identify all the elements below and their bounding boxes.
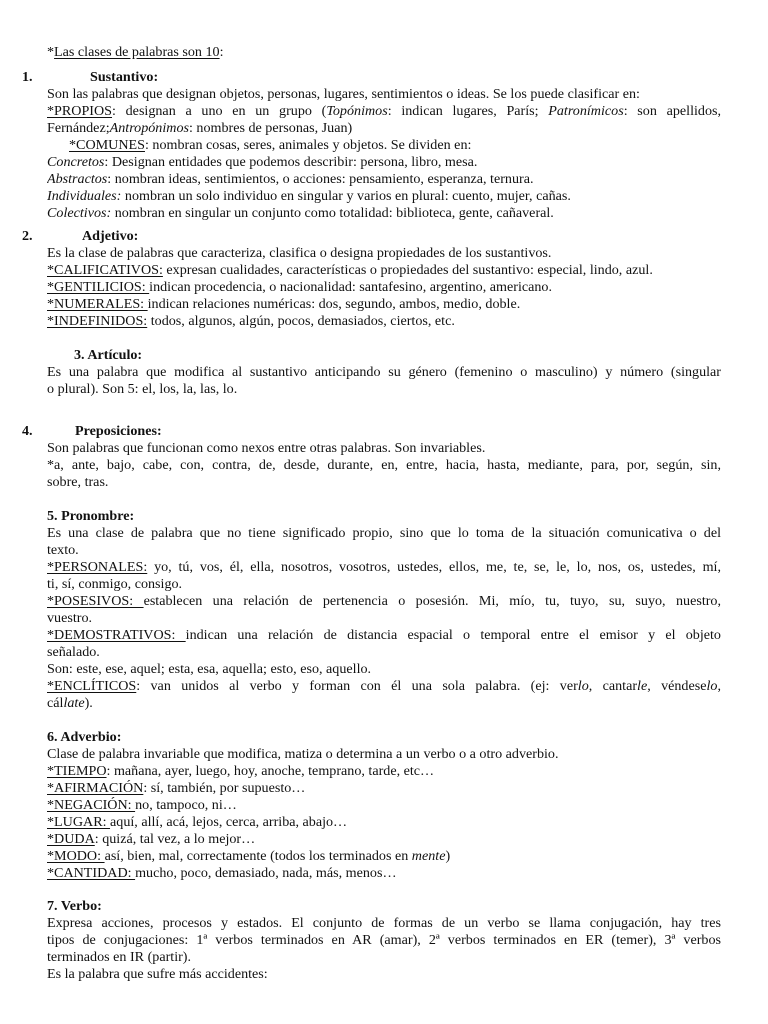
afirmacion-label: *AFIRMACIÓN [47, 780, 144, 796]
verbo-line-3: terminados en IR (partir). [47, 949, 192, 965]
gentilicios-text: indican procedencia, o nacionalidad: santafesino, argentino, americano. [149, 279, 552, 295]
preposiciones-description: Son palabras que funcionan como nexos entre otras palabras. Son invariables. [47, 440, 486, 456]
pronombre-description-line-2: texto. [47, 542, 79, 558]
enclitic-lo: lo [577, 678, 589, 694]
lugar-label: *LUGAR: [47, 814, 111, 830]
modo-label: *MODO: [47, 848, 105, 864]
sustantivo-concretos-line [47, 154, 721, 171]
propios-text-5: : nombres de personas, Juan) [188, 120, 353, 136]
sustantivo-abstractos-line [47, 171, 721, 188]
encliticos-text-6: ). [84, 695, 93, 711]
demostrativos-text: indican una relación de distancia espacial o temporal entre el emisor y el objeto [185, 627, 721, 643]
encliticos-text-5: cál [47, 695, 64, 711]
section-1-heading: Sustantivo: [90, 69, 159, 85]
adverbio-negacion-line [47, 797, 721, 814]
sustantivo-colectivos-line [47, 205, 721, 222]
section-5-heading: 5. Pronombre: [47, 508, 135, 524]
calificativos-text: expresan cualidades, características o propiedades del sustantivo: especial, lindo, azul. [162, 262, 653, 278]
propios-text-1: : designan a uno en un grupo ( [112, 103, 327, 119]
preposiciones-list-line-1: *a, ante, bajo, cabe, con, contra, de, desde, durante, en, entre, hacia, hasta, mediante, para, por, según, sin, [47, 457, 721, 473]
propios-label: *PROPIOS [47, 103, 113, 119]
intro-suffix: : [219, 44, 224, 60]
sustantivo-comunes-line [69, 137, 743, 154]
posesivos-text: establecen una relación de pertenencia o posesión. Mi, mío, tu, tuyo, su, suyo, nuestro, [143, 593, 721, 609]
modo-close: ) [445, 848, 451, 864]
tiempo-label: *TIEMPO [47, 763, 107, 779]
adverbio-modo-line [47, 848, 721, 865]
pronombre-personales-line-1 [47, 559, 721, 576]
numerales-text: indican relaciones numéricas: dos, segundo, ambos, medio, doble. [147, 296, 521, 312]
propios-text-4: Fernández; [47, 120, 110, 136]
indefinidos-label: *INDEFINIDOS: [47, 313, 148, 329]
section-7-heading: 7. Verbo: [47, 898, 102, 914]
articulo-line-2: o plural). Son 5: el, los, la, las, lo. [47, 381, 238, 397]
encliticos-text-4: , [717, 678, 721, 694]
adverbio-afirmacion-line [47, 780, 721, 797]
modo-text: así, bien, mal, correctamente (todos los terminados en [104, 848, 412, 864]
mente-term: mente [411, 848, 446, 864]
individuales-text: nombran un solo individuo en singular y varios en plural: cuento, mujer, cañas. [121, 188, 571, 204]
section-1-number: 1. [22, 69, 33, 85]
sustantivo-propios-line-2 [47, 120, 721, 137]
adverbio-cantidad-line [47, 865, 721, 882]
section-2-heading: Adjetivo: [82, 228, 139, 244]
colectivos-text: nombran en singular un conjunto como totalidad: biblioteca, gente, cañaveral. [111, 205, 554, 221]
concretos-label: Concretos [47, 154, 105, 170]
adjetivo-gentilicios-line [47, 279, 721, 296]
intro-prefix: * [47, 44, 55, 60]
comunes-label: *COMUNES [69, 137, 145, 153]
adverbio-lugar-line [47, 814, 721, 831]
adjetivo-calificativos-line [47, 262, 721, 279]
verbo-line-1: Expresa acciones, procesos y estados. El conjunto de formas de un verbo se llama conjugación, hay tres [47, 915, 721, 931]
adjetivo-indefinidos-line [47, 313, 721, 330]
articulo-line-1: Es una palabra que modifica al sustantivo anticipando su género (femenino o masculino) y número (singular [47, 364, 721, 380]
cantidad-label: *CANTIDAD: [47, 865, 136, 881]
pronombre-encliticos-line-2 [47, 695, 721, 712]
demostrativos-label: *DEMOSTRATIVOS: [47, 627, 186, 643]
enclitic-le: le [637, 678, 648, 694]
verbo-line-4: Es la palabra que sufre más accidentes: [47, 966, 268, 982]
afirmacion-text: : sí, también, por supuesto… [143, 780, 306, 796]
intro-line [47, 44, 721, 61]
encliticos-text-2: , cantar [588, 678, 638, 694]
propios-text-3: : son apellidos, [623, 103, 721, 119]
pronombre-posesivos-line-2: vuestro. [47, 610, 93, 626]
abstractos-text: : nombran ideas, sentimientos, o acciones: pensamiento, esperanza, ternura. [107, 171, 534, 187]
section-6-heading: 6. Adverbio: [47, 729, 122, 745]
duda-label: *DUDA [47, 831, 95, 847]
encliticos-text-1: : van unidos al verbo y forman con él una sola palabra. (ej: ver [136, 678, 578, 694]
gentilicios-label: *GENTILICIOS: [47, 279, 150, 295]
section-4-number: 4. [22, 423, 33, 439]
enclitic-lo-2: lo [706, 678, 718, 694]
cantidad-text: mucho, poco, demasiado, nada, más, menos… [135, 865, 397, 881]
duda-text: : quizá, tal vez, a lo mejor… [94, 831, 256, 847]
personales-text: yo, tú, vos, él, ella, nosotros, vosotros, ustedes, ellos, me, te, se, le, lo, nos, os, ustedes, mí, [147, 559, 721, 575]
colectivos-label: Colectivos: [47, 205, 112, 221]
pronombre-personales-line-2: ti, sí, conmigo, consigo. [47, 576, 183, 592]
sustantivo-description: Son las palabras que designan objetos, personas, lugares, sentimientos o ideas. Se los puede clasificar en: [47, 86, 640, 102]
negacion-text: no, tampoco, ni… [135, 797, 237, 813]
section-2-number: 2. [22, 228, 33, 244]
toponimos-term: Topónimos [326, 103, 388, 119]
enclitic-late: late [63, 695, 85, 711]
pronombre-description-line-1: Es una clase de palabra que no tiene significado propio, sino que lo toma de la situación comunicativa o del [47, 525, 721, 541]
encliticos-label: *ENCLÍTICOS [47, 678, 137, 694]
calificativos-label: *CALIFICATIVOS: [47, 262, 163, 278]
individuales-label: Individuales: [47, 188, 122, 204]
section-4-heading: Preposiciones: [75, 423, 162, 439]
encliticos-text-3: , véndese [647, 678, 707, 694]
preposiciones-list-line-2: sobre, tras. [47, 474, 109, 490]
adjetivo-description: Es la clase de palabras que caracteriza, clasifica o designa propiedades de los sustantivos. [47, 245, 552, 261]
pronombre-posesivos-line-1 [47, 593, 721, 610]
lugar-text: aquí, allí, acá, lejos, cerca, arriba, abajo… [110, 814, 348, 830]
propios-text-2: : indican lugares, París; [387, 103, 549, 119]
pronombre-demostrativos-line-1 [47, 627, 721, 644]
patronimicos-term: Patronímicos [548, 103, 624, 119]
sustantivo-propios-line-1 [47, 103, 721, 120]
indefinidos-text: todos, algunos, algún, pocos, demasiados, ciertos, etc. [147, 313, 455, 329]
pronombre-demostrativos-line-2: señalado. [47, 644, 100, 660]
section-3-heading: 3. Artículo: [74, 347, 143, 363]
adverbio-duda-line [47, 831, 721, 848]
adverbio-tiempo-line [47, 763, 721, 780]
comunes-text: : nombran cosas, seres, animales y objetos. Se dividen en: [144, 137, 472, 153]
adverbio-description: Clase de palabra invariable que modifica, matiza o determina a un verbo o a otro adverbio. [47, 746, 559, 762]
posesivos-label: *POSESIVOS: [47, 593, 144, 609]
abstractos-label: Abstractos [47, 171, 108, 187]
numerales-label: *NUMERALES: [47, 296, 148, 312]
antroponimos-term: Antropónimos [109, 120, 189, 136]
pronombre-encliticos-line-1 [47, 678, 721, 695]
negacion-label: *NEGACIÓN: [47, 797, 136, 813]
personales-label: *PERSONALES: [47, 559, 148, 575]
pronombre-demostrativos-line-3: Son: este, ese, aquel; esta, esa, aquella; esto, eso, aquello. [47, 661, 372, 677]
tiempo-text: : mañana, ayer, luego, hoy, anoche, temprano, tarde, etc… [106, 763, 435, 779]
concretos-text: : Designan entidades que podemos describir: persona, libro, mesa. [104, 154, 478, 170]
intro-label: Las clases de palabras son 10 [54, 44, 220, 60]
adjetivo-numerales-line [47, 296, 721, 313]
sustantivo-individuales-line [47, 188, 721, 205]
verbo-line-2: tipos de conjugaciones: 1ª verbos terminados en AR (amar), 2ª verbos terminados en ER (temer), 3ª verbos [47, 932, 721, 948]
